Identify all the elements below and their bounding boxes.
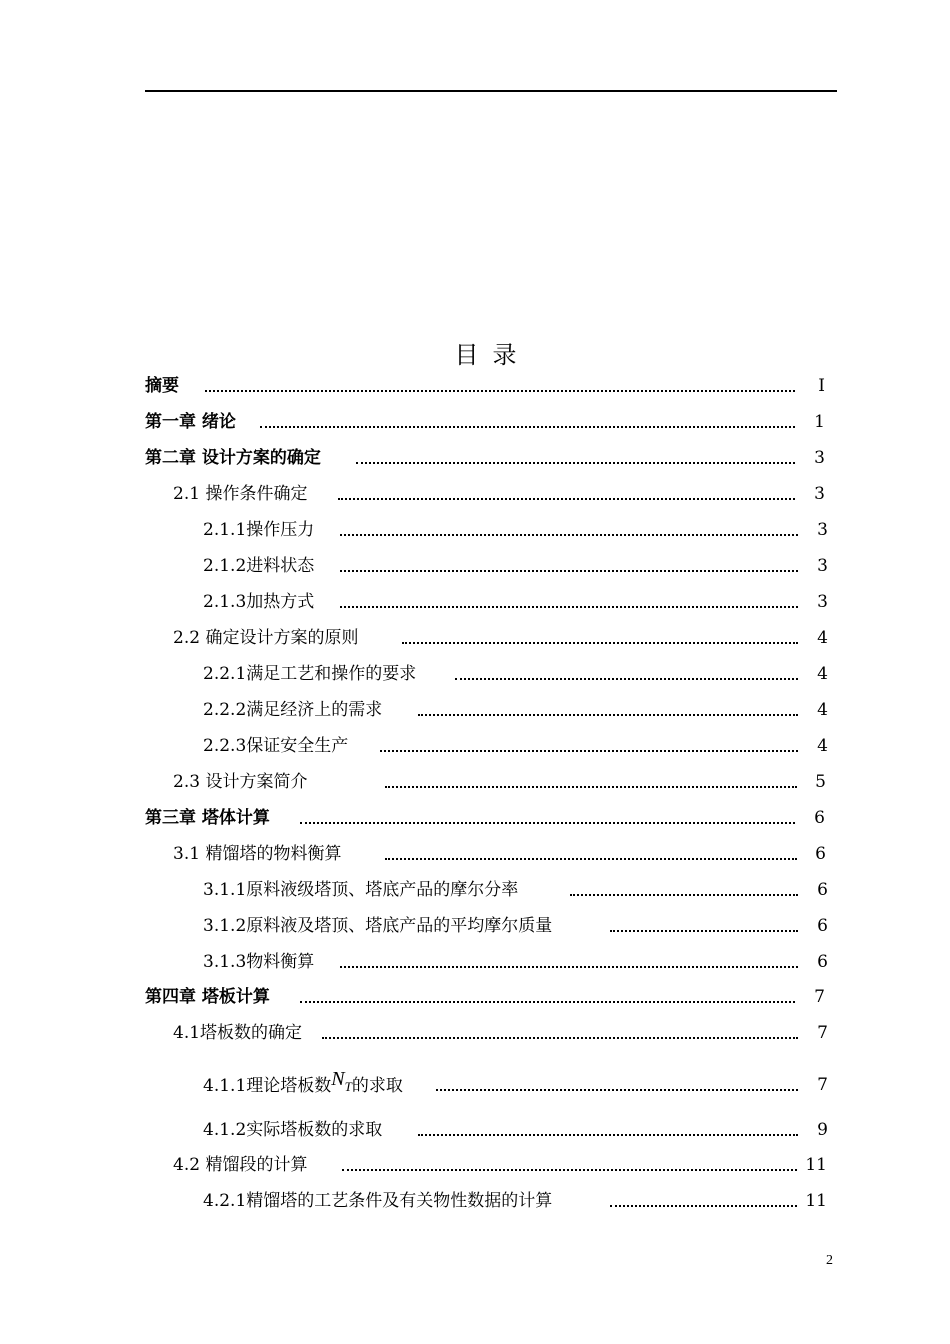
toc-entry-label: 2.1.1操作压力: [203, 520, 315, 540]
toc-leader-dots: [385, 782, 797, 788]
toc-entry-label: 2.2.2满足经济上的需求: [203, 700, 383, 720]
toc-entry-page: 5: [815, 772, 826, 792]
toc-entry-label: 2.1.3加热方式: [203, 592, 315, 612]
toc-leader-dots: [356, 458, 795, 464]
toc-entry-page: 7: [814, 987, 825, 1007]
toc-entry-page: 6: [817, 880, 828, 900]
toc-entry-page: 4: [817, 736, 828, 756]
toc-entry-label-text: 4.1.1理论塔板数: [203, 1076, 332, 1096]
toc-entry-page: 6: [815, 844, 826, 864]
toc-entry-page: 3: [814, 484, 825, 504]
toc-leader-dots: [455, 674, 798, 680]
toc-leader-dots: [402, 638, 798, 644]
page-title: 目录: [454, 341, 531, 369]
toc-entry-label: 第一章 绪论: [145, 412, 236, 432]
toc-entry-label: 2.1 操作条件确定: [173, 484, 308, 504]
toc-entry-page: 4: [817, 628, 828, 648]
toc-leader-dots: [260, 422, 795, 428]
toc-entry-page: 6: [814, 808, 825, 828]
toc-entry-page: 11: [805, 1155, 827, 1175]
toc-entry-page: 3: [814, 448, 825, 468]
toc-leader-dots: [418, 710, 798, 716]
toc-entry-page: 3: [817, 556, 828, 576]
toc-entry-page: 9: [817, 1120, 828, 1140]
toc-entry-label: 3.1.1原料液级塔顶、塔底产品的摩尔分率: [203, 880, 519, 900]
toc-entry-label: 3.1.3物料衡算: [203, 952, 315, 972]
toc-leader-dots: [205, 386, 795, 392]
toc-entry-label: 2.2 确定设计方案的原则: [173, 628, 359, 648]
toc-leader-dots: [570, 890, 798, 896]
toc-entry-label: 第二章 设计方案的确定: [145, 448, 321, 468]
toc-leader-dots: [300, 818, 795, 824]
toc-entry-label: 摘要: [145, 376, 179, 396]
header-rule: [145, 90, 837, 92]
formula-nt: NT: [331, 1068, 352, 1094]
toc-leader-dots: [322, 1033, 798, 1039]
toc-entry-page: 7: [817, 1023, 828, 1043]
toc-entry-label: 3.1.2原料液及塔顶、塔底产品的平均摩尔质量: [203, 916, 553, 936]
toc-entry-label: 4.2 精馏段的计算: [173, 1155, 308, 1175]
toc-entry-label: 4.2.1精馏塔的工艺条件及有关物性数据的计算: [203, 1191, 553, 1211]
toc-entry-label-suffix: 的求取: [351, 1076, 403, 1096]
toc-leader-dots: [380, 746, 798, 752]
toc-entry-page: 6: [817, 916, 828, 936]
toc-entry-label: 2.1.2进料状态: [203, 556, 315, 576]
toc-entry-label: 3.1 精馏塔的物料衡算: [173, 844, 342, 864]
toc-leader-dots: [385, 854, 797, 860]
toc-entry-page: 3: [817, 592, 828, 612]
toc-leader-dots: [340, 530, 798, 536]
toc-entry-page: I: [818, 376, 825, 396]
toc-entry-label: 2.3 设计方案简介: [173, 772, 308, 792]
toc-leader-dots: [610, 1201, 797, 1207]
toc-entry-page: 1: [814, 412, 825, 432]
toc-entry-page: 4: [817, 664, 828, 684]
toc-leader-dots: [340, 962, 798, 968]
toc-entry-label: 4.1塔板数的确定: [173, 1023, 303, 1043]
toc-entry-label: 2.2.3保证安全生产: [203, 736, 349, 756]
toc-leader-dots: [342, 1165, 797, 1171]
toc-entry-page: 6: [817, 952, 828, 972]
toc-entry-page: 11: [805, 1191, 827, 1211]
toc-entry-label: 2.2.1满足工艺和操作的要求: [203, 664, 417, 684]
toc-leader-dots: [300, 997, 795, 1003]
toc-entry-label: 第三章 塔体计算: [145, 808, 270, 828]
toc-leader-dots: [340, 566, 798, 572]
toc-leader-dots: [418, 1130, 798, 1136]
toc-entry-page: 3: [817, 520, 828, 540]
toc-entry-label: 第四章 塔板计算: [145, 987, 270, 1007]
toc-entry-label: 4.1.2实际塔板数的求取: [203, 1120, 383, 1140]
toc-entry-page: 4: [817, 700, 828, 720]
toc-leader-dots: [610, 926, 798, 932]
page-number: 2: [826, 1253, 833, 1268]
toc-leader-dots: [340, 602, 798, 608]
toc-entry-page: 7: [817, 1075, 828, 1095]
toc-entry-label: [203, 1068, 403, 1099]
toc-leader-dots: [436, 1085, 798, 1091]
toc-leader-dots: [338, 494, 795, 500]
